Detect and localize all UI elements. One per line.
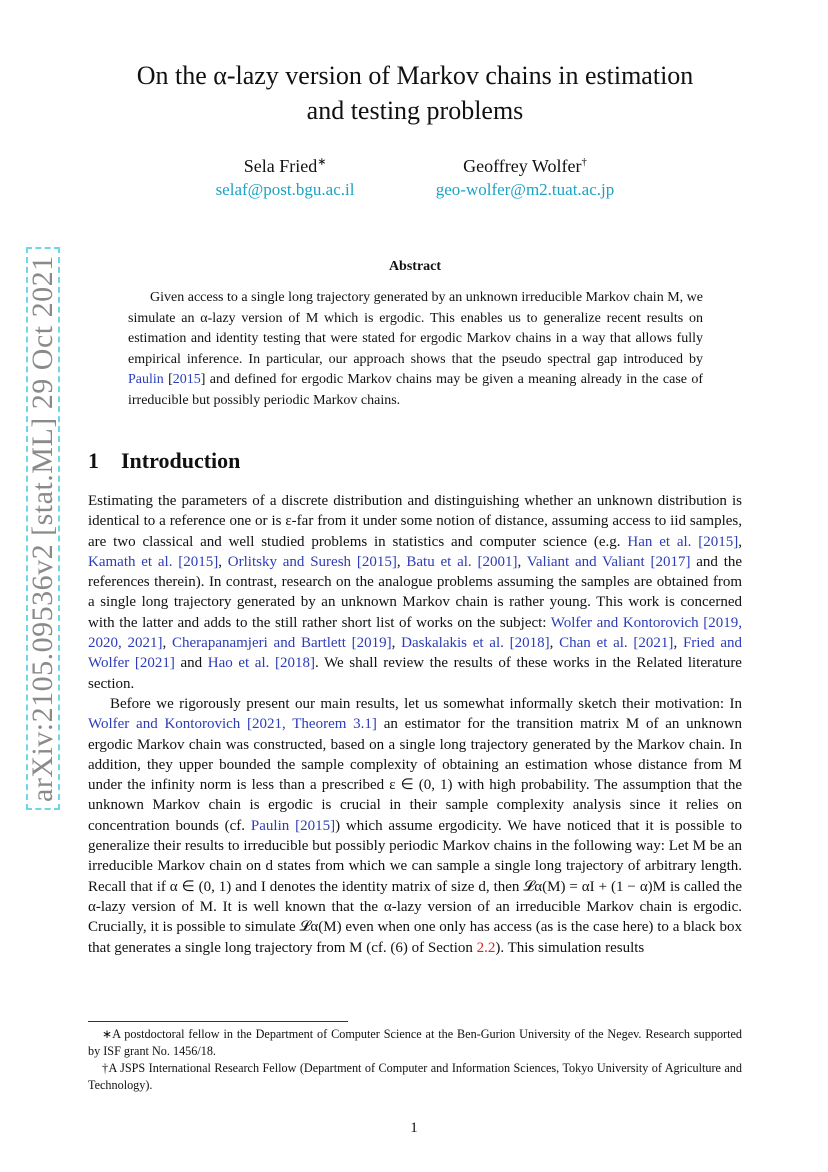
abstract-part: [ xyxy=(163,372,173,388)
text-run: and xyxy=(174,655,208,672)
citation-link[interactable]: Chan et al. [2021] xyxy=(559,635,674,652)
citation-link[interactable]: Valiant and Valiant [2017] xyxy=(526,553,691,570)
title-line-2: and testing problems xyxy=(306,96,524,125)
text-run: , xyxy=(218,553,228,570)
text-run: , xyxy=(162,635,172,652)
author-1-email[interactable]: selaf@post.bgu.ac.il xyxy=(215,180,355,199)
author-1-name: Sela Fried xyxy=(243,156,318,176)
abstract-part: ] and defined for ergodic Markov chains may be given a meaning already in the case of irreducible but possibly periodic Markov chains. xyxy=(128,372,703,408)
text-run: . We shall review the results of these works in the Related literature section. xyxy=(88,655,742,692)
arxiv-identifier: arXiv:2105.09536v2 [stat.ML] 29 Oct 2021 xyxy=(26,247,60,810)
author-2-footnote-mark[interactable]: † xyxy=(581,156,587,168)
citation-link[interactable]: Paulin [2015] xyxy=(250,817,336,834)
text-run: , xyxy=(396,553,407,570)
text-run: Before we rigorously present our main results, let us somewhat informally sketch their motivation: In xyxy=(110,695,742,712)
text-run: , xyxy=(391,635,402,652)
abstract-text xyxy=(128,288,703,412)
citation-link[interactable]: Han et al. [2015] xyxy=(627,533,739,550)
citation-link[interactable]: Fried and Wolfer [2021] xyxy=(88,635,743,672)
text-run: , xyxy=(673,635,683,652)
paragraph-2 xyxy=(88,694,742,958)
paragraph-1 xyxy=(88,491,742,694)
author-1 xyxy=(190,150,380,202)
text-run: , xyxy=(738,533,742,550)
footnote-1: ∗A postdoctoral fellow in the Department of Computer Science at the Ben-Gurion University of the Negev. Research supported by ISF grant No. 1456/18. xyxy=(88,1027,742,1058)
page-number: 1 xyxy=(410,1120,418,1136)
citation-link[interactable]: Paulin xyxy=(128,372,164,388)
text-run: Estimating the parameters of a discrete distribution and distinguishing whether an unknown distribution is identical to a reference one or is ε-far from it under some notion of distance, assuming access to iid samples, are two classical and well studied problems in statistics and computer science (e.g. xyxy=(88,493,742,550)
title-line-1: On the α-lazy version of Markov chains in estimation xyxy=(136,61,694,90)
section-reference-link[interactable]: 2.2 xyxy=(476,939,496,956)
text-run: ) which assume ergodicity. We have noticed that it is possible to generalize their results to irreducible but possibly periodic Markov chains in the following way: Let M be an irreducible Markov chain on d states from which we can sample a single long trajectory of arbitrary length. Recall that if α ∈ (0, 1) and I denotes the identity matrix of size d, then 𝓛α(M) = αI + (1 − α)M is called the α-lazy version of M. It is well known that the α-lazy version of an irreducible Markov chain is ergodic. Crucially, it is possible to simulate 𝓛α(M) even when one only has access (as is the case here) to a black box that generates a single long trajectory from M (cf. (6) of Section xyxy=(88,817,742,956)
citation-link[interactable]: Cherapanamjeri and Bartlett [2019] xyxy=(172,635,392,652)
citation-link[interactable]: Orlitsky and Suresh [2015] xyxy=(227,553,397,570)
text-run: , xyxy=(517,553,527,570)
abstract-part: Given access to a single long trajectory generated by an unknown irreducible Markov chain M, we simulate an α-lazy version of M which is ergodic. This enables us to generalize recent results on estimation and identity testing that were stated for ergodic Markov chains in a way that allows fully empirical inference. In particular, our approach shows that the pseudo spectral gap introduced by xyxy=(128,290,703,367)
author-2-name: Geoffrey Wolfer xyxy=(463,156,582,176)
section-heading xyxy=(88,448,240,474)
text-run: , xyxy=(549,635,560,652)
text-run: ). This simulation results xyxy=(495,939,645,956)
citation-link[interactable]: Wolfer and Kontorovich [2021, Theorem 3.1] xyxy=(88,716,377,733)
author-2 xyxy=(410,150,640,202)
text-run: an estimator for the transition matrix M of an unknown ergodic Markov chain was constructed, based on a single long trajectory generated by the Markov chain. In addition, they upper bounded the sample complexity of obtaining an estimation whose distance from M under the infinity norm is less than a prescribed ε ∈ (0, 1) with high probability. The assumption that the unknown Markov chain is ergodic is crucial in their sample complexity analysis since it relies on concentration bounds (cf. xyxy=(88,716,742,834)
abstract-heading: Abstract xyxy=(388,259,442,274)
author-1-footnote-mark[interactable]: ∗ xyxy=(317,156,327,168)
citation-link[interactable]: Wolfer and Kontorovich [2019, 2020, 2021] xyxy=(88,614,742,652)
arxiv-stamp xyxy=(26,255,59,810)
section-title: Introduction xyxy=(121,448,241,473)
citation-link[interactable]: Daskalakis et al. [2018] xyxy=(401,635,550,652)
text-run: and the references therein). In contrast, research on the analogue problems assuming the samples are obtained from a single long trajectory generated by an unknown Markov chain is rather young. This work is concerned with the latter and adds to the still rather short list of works on the subject: xyxy=(88,553,743,631)
section-number: 1 xyxy=(88,448,99,473)
citation-link[interactable]: Kamath et al. [2015] xyxy=(88,553,219,570)
citation-link[interactable]: Batu et al. [2001] xyxy=(406,553,518,570)
author-2-email[interactable]: geo-wolfer@m2.tuat.ac.jp xyxy=(435,180,615,199)
footnote-divider xyxy=(88,1021,348,1022)
body-text xyxy=(88,491,742,958)
author-block xyxy=(90,150,740,200)
citation-link[interactable]: 2015 xyxy=(172,372,201,388)
footnotes xyxy=(88,1026,742,1094)
paper-title xyxy=(90,58,740,128)
footnote-2: †A JSPS International Research Fellow (Department of Computer and Information Sciences, Tokyo University of Agriculture and Technology). xyxy=(88,1061,742,1092)
citation-link[interactable]: Hao et al. [2018] xyxy=(207,655,315,672)
